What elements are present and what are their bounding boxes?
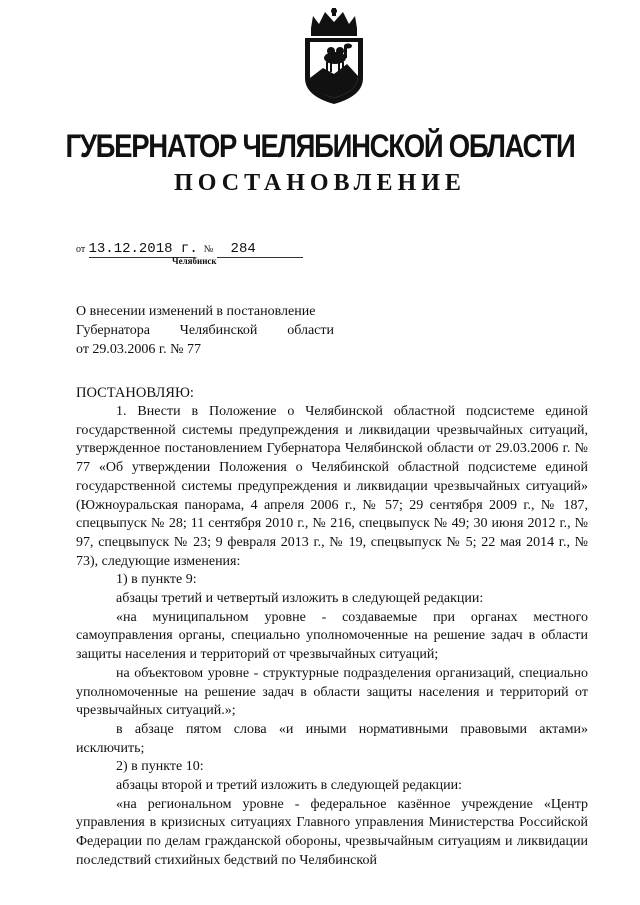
paragraph: 1) в пункте 9: (116, 572, 197, 588)
paragraph: 1. Внести в Положение о Челябинской областной подсистеме единой государственной системы предупреждения и ликвидации чрезвычайных ситуаций, утвержденное постановлением Губернатора Челябинской области от 29.03.2006 г. № 77 «Об утверждении Положения о Челябинской областной подсистеме единой государственной системы предупреждения и ликвидации чрезвычайных ситуаций» (Южноуральская панорама, 4 апреля 2006 г., № 57; 29 сентября 2009 г., № 187, спецвыпуск № 28; 11 сентября 2010 г., № 216, спецвыпуск № 49; 30 июня 2012 г., № 97, спецвыпуск № 23; 9 февраля 2013 г., № 19, спецвыпуск № 5; 22 мая 2014 г., № 73), следующие изменения: (76, 404, 588, 569)
date-label: от (76, 244, 86, 255)
document-subject (76, 302, 334, 359)
paragraph: абзацы третий и четвертый изложить в следующей редакции: (116, 591, 484, 607)
subject-line: О внесении изменений в постановление (76, 304, 316, 319)
coat-of-arms-emblem (295, 8, 373, 106)
paragraph: 2) в пункте 10: (116, 759, 204, 775)
document-type-title: ПОСТАНОВЛЕНИЕ (174, 170, 466, 196)
paragraph: абзацы второй и третий изложить в следующей редакции: (116, 778, 463, 794)
decree-declaration: ПОСТАНОВЛЯЮ: (76, 385, 194, 401)
paragraph: в абзаце пятом слова «и иными нормативными правовыми актами» исключить; (76, 721, 588, 756)
subject-line: от 29.03.2006 г. № 77 (76, 342, 201, 357)
paragraph: «на муниципальном уровне - создаваемые при органах местного самоуправления органы, специально уполномоченные на решение задач в области защиты населения и территорий от чрезвычайных ситуаций; (76, 609, 588, 663)
subject-line: Губернатора Челябинской области (76, 323, 334, 338)
city-label: Челябинск (172, 256, 217, 266)
document-body (76, 403, 588, 871)
governor-title: ГУБЕРНАТОР ЧЕЛЯБИНСКОЙ ОБЛАСТИ (65, 128, 575, 164)
paragraph: на объектовом уровне - структурные подразделения организаций, специально уполномоченные на решение задач в области защиты населения и территорий от чрезвычайных ситуаций.»; (76, 665, 588, 719)
number-label: № (203, 244, 214, 255)
paragraph: «на региональном уровне - федеральное казённое учреждение «Центр управления в кризисных ситуациях Главного управления Министерства Российской Федерации по делам гражданской обороны, чрезвычайным ситуациям и ликвидации последствий стихийных бедствий по Челябинской (76, 796, 588, 868)
date-value: 13.12.2018 г. (88, 241, 198, 257)
number-value: 284 (217, 241, 303, 258)
